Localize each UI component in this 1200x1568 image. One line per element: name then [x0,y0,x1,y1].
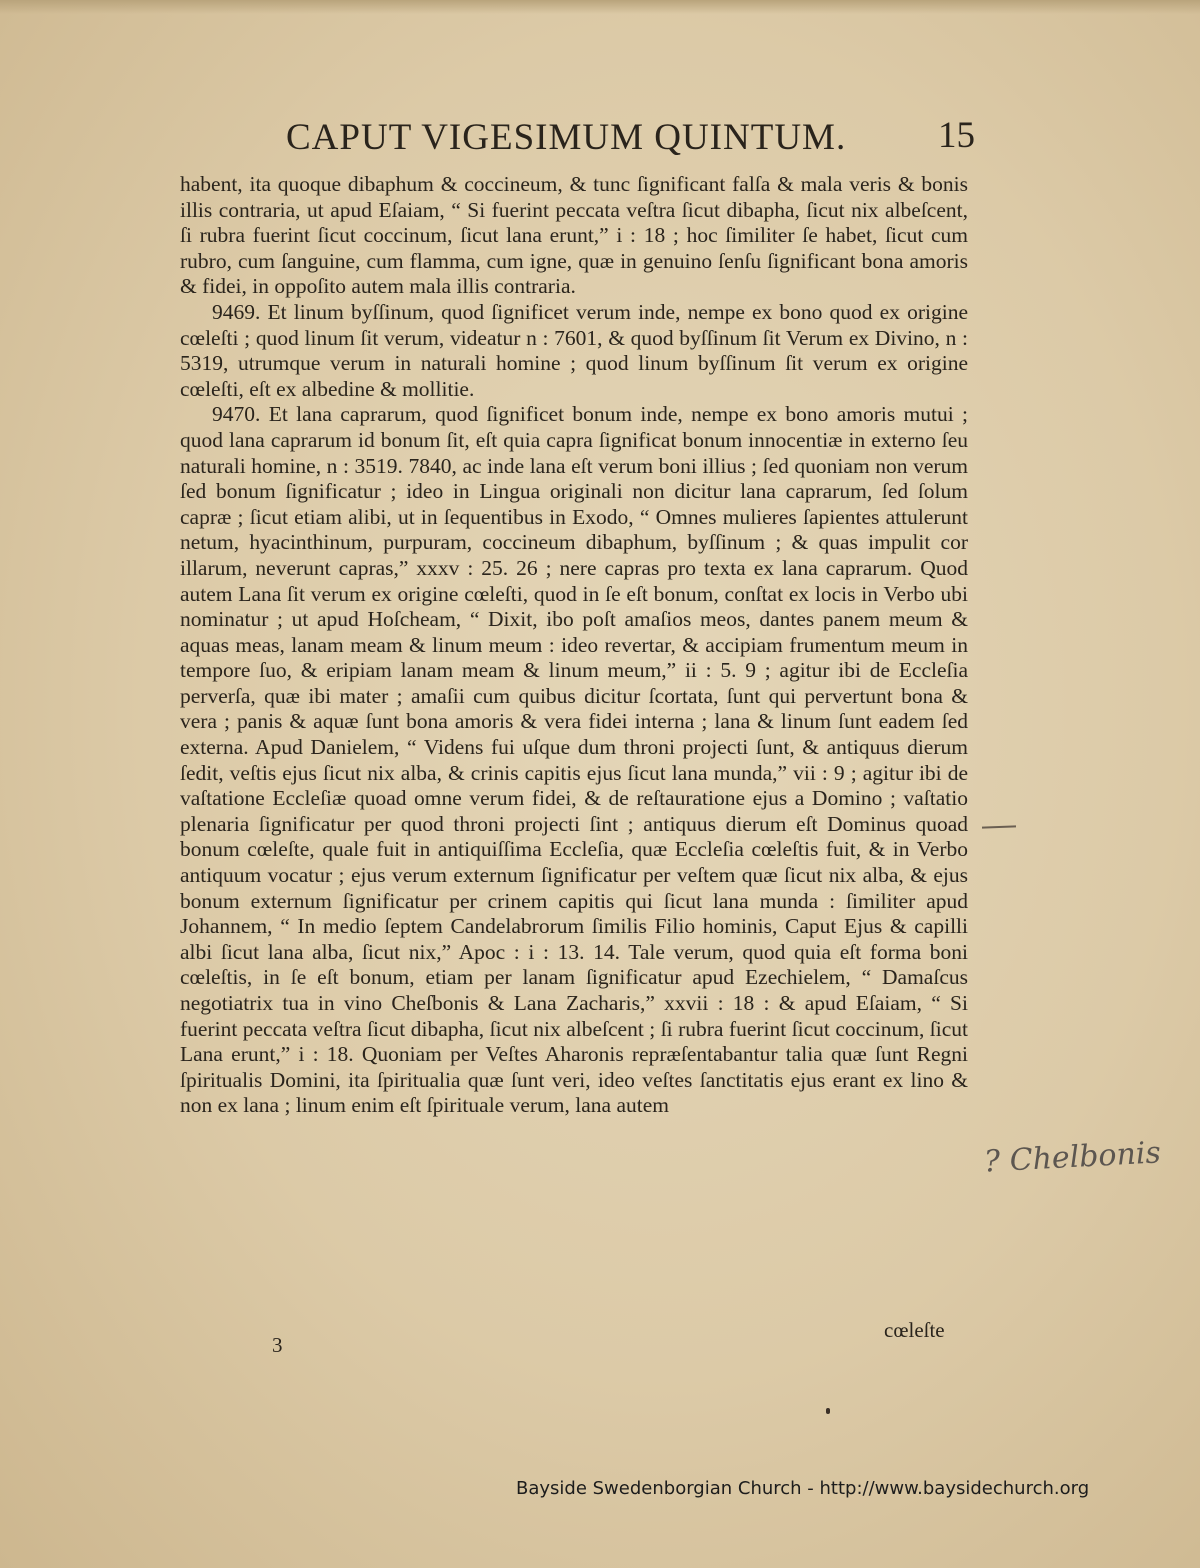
signature-mark: 3 [272,1333,283,1357]
page-number: 15 [938,115,975,156]
paragraph-9470: 9470. Et lana caprarum, quod ſignificet bonum inde, nempe ex bono amoris mutui ; quod lana caprarum id bonum ſit, eſt quia capra ſignificat bonum innocentiæ in externo ſeu naturali homine, n : 3519. 7840, ac inde lana eſt verum boni illius ; ſed quoniam non verum ſed bonum ſignificatur ; ideo in Lingua originali non dicitur lana caprarum, ſed ſolum capræ ; ſicut etiam alibi, ut in ſequentibus in Exodo, “ Omnes mulieres ſapientes attulerunt netum, hyacinthinum, purpuram, coccineum dibaphum, byſſinum ; & quas impulit cor illarum, neverunt capras,” xxxv : 25. 26 ; nere capras pro texta ex lana caprarum. Quod autem Lana ſit verum ex origine cœleſti, quod in ſe eſt bonum, conſtat ex locis in Verbo ubi nominatur ; ut apud Hoſcheam, “ Dixit, ibo poſt amaſios meos, dantes panem meum & aquas meas, lanam meam & linum meum : ideo revertar, & accipiam frumentum meum in tempore ſuo, & eripiam lanam meam & linum meum,” ii : 5. 9 ; agitur ibi de Eccleſia perverſa, quæ ibi mater ; amaſii cum quibus dicitur ſcortata, ſunt qui pervertunt bona & vera ; panis & aquæ ſunt bona amoris & vera fidei interna ; lana & linum ſunt eadem ſed externa. Apud Danielem, “ Videns fui uſque dum throni projecti ſunt, & antiquus dierum ſedit, veſtis ejus ſicut nix alba, & crinis capitis ejus ſicut lana munda,” vii : 9 ; agitur ibi de vaſtatione Eccleſiæ quoad omne verum fidei, & de reſtauratione ejus a Domino ; vaſtatio plenaria ſignificatur per quod throni projecti ſint ; antiquus dierum eſt Dominus quoad bonum cœleſte, quale fuit in antiquiſſima Eccleſia, quæ Eccleſia cœleſtis fuit, & in Verbo antiquum vocatur ; ejus verum externum ſignificatur per veſtem quæ ſicut nix alba, & ejus bonum externum ſignificatur per crinem capitis qui ſicut lana munda : ſimiliter apud Johannem, “ In medio ſeptem Candelabrorum ſimilis Filio hominis, Caput Ejus & capilli albi ſicut lana alba, ſicut nix,” Apoc : i : 13. 14. Tale verum, quod quia eſt forma boni cœleſtis, in ſe eſt bonum, etiam per lanam ſignificatur apud Ezechielem, “ Damaſcus negotiatrix tua in vino Cheſbonis & Lana Zacharis,” xxvii : 18 : & apud Eſaiam, “ Si fuerint peccata veſtra ſicut dibapha, ſicut nix albeſcent ; ſi rubra fuerint ſicut coccinum, ſicut Lana erunt,” i : 18. Quoniam per Veſtes Aharonis repræſentabantur talia quæ ſunt Regni ſpiritualis Domini, ita ſpiritualia quæ ſunt veri, ideo veſtes ſanctitatis ejus erant ex lino & non ex lana ; linum enim eſt ſpirituale verum, lana autem [180,402,968,1118]
margin-pencil-dash [982,825,1016,828]
running-head [278,112,998,160]
catchword: cœleſte [884,1318,945,1342]
running-title: CAPUT VIGESIMUM QUINTUM. [286,117,847,158]
page-top-edge [0,0,1200,14]
paragraph-continuation: habent, ita quoque dibaphum & coccineum, & tunc ſignificant falſa & mala veris & bonis illis contraria, ut apud Eſaiam, “ Si fuerint peccata veſtra ſicut dibapha, ſicut nix albeſcent, ſi rubra fuerint ſicut coccinum, ſicut lana erunt,” i : 18 ; hoc ſimiliter ſe habet, ſicut cum rubro, cum ſanguine, cum flamma, cum igne, quæ in genuino ſenſu ſignificant bona amoris & fidei, in oppoſito autem mala illis contraria. [180,172,968,299]
paragraph-9469: 9469. Et linum byſſinum, quod ſignificet verum inde, nempe ex bono quod ex origine cœleſti ; quod linum ſit verum, videatur n : 7601, & quod byſſinum ſit Verum ex Divino, n : 5319, utrumque verum in naturali homine ; quod linum byſſinum ſit verum ex origine cœleſti, eſt ex albedine & mollitie. [180,299,968,401]
handwritten-margin-note: ? Chelbonis [983,1135,1162,1180]
website-watermark[interactable]: Bayside Swedenborgian Church - http://www.baysidechurch.org [516,1478,1090,1499]
ink-speck [826,1408,830,1414]
body-text [180,172,968,1119]
